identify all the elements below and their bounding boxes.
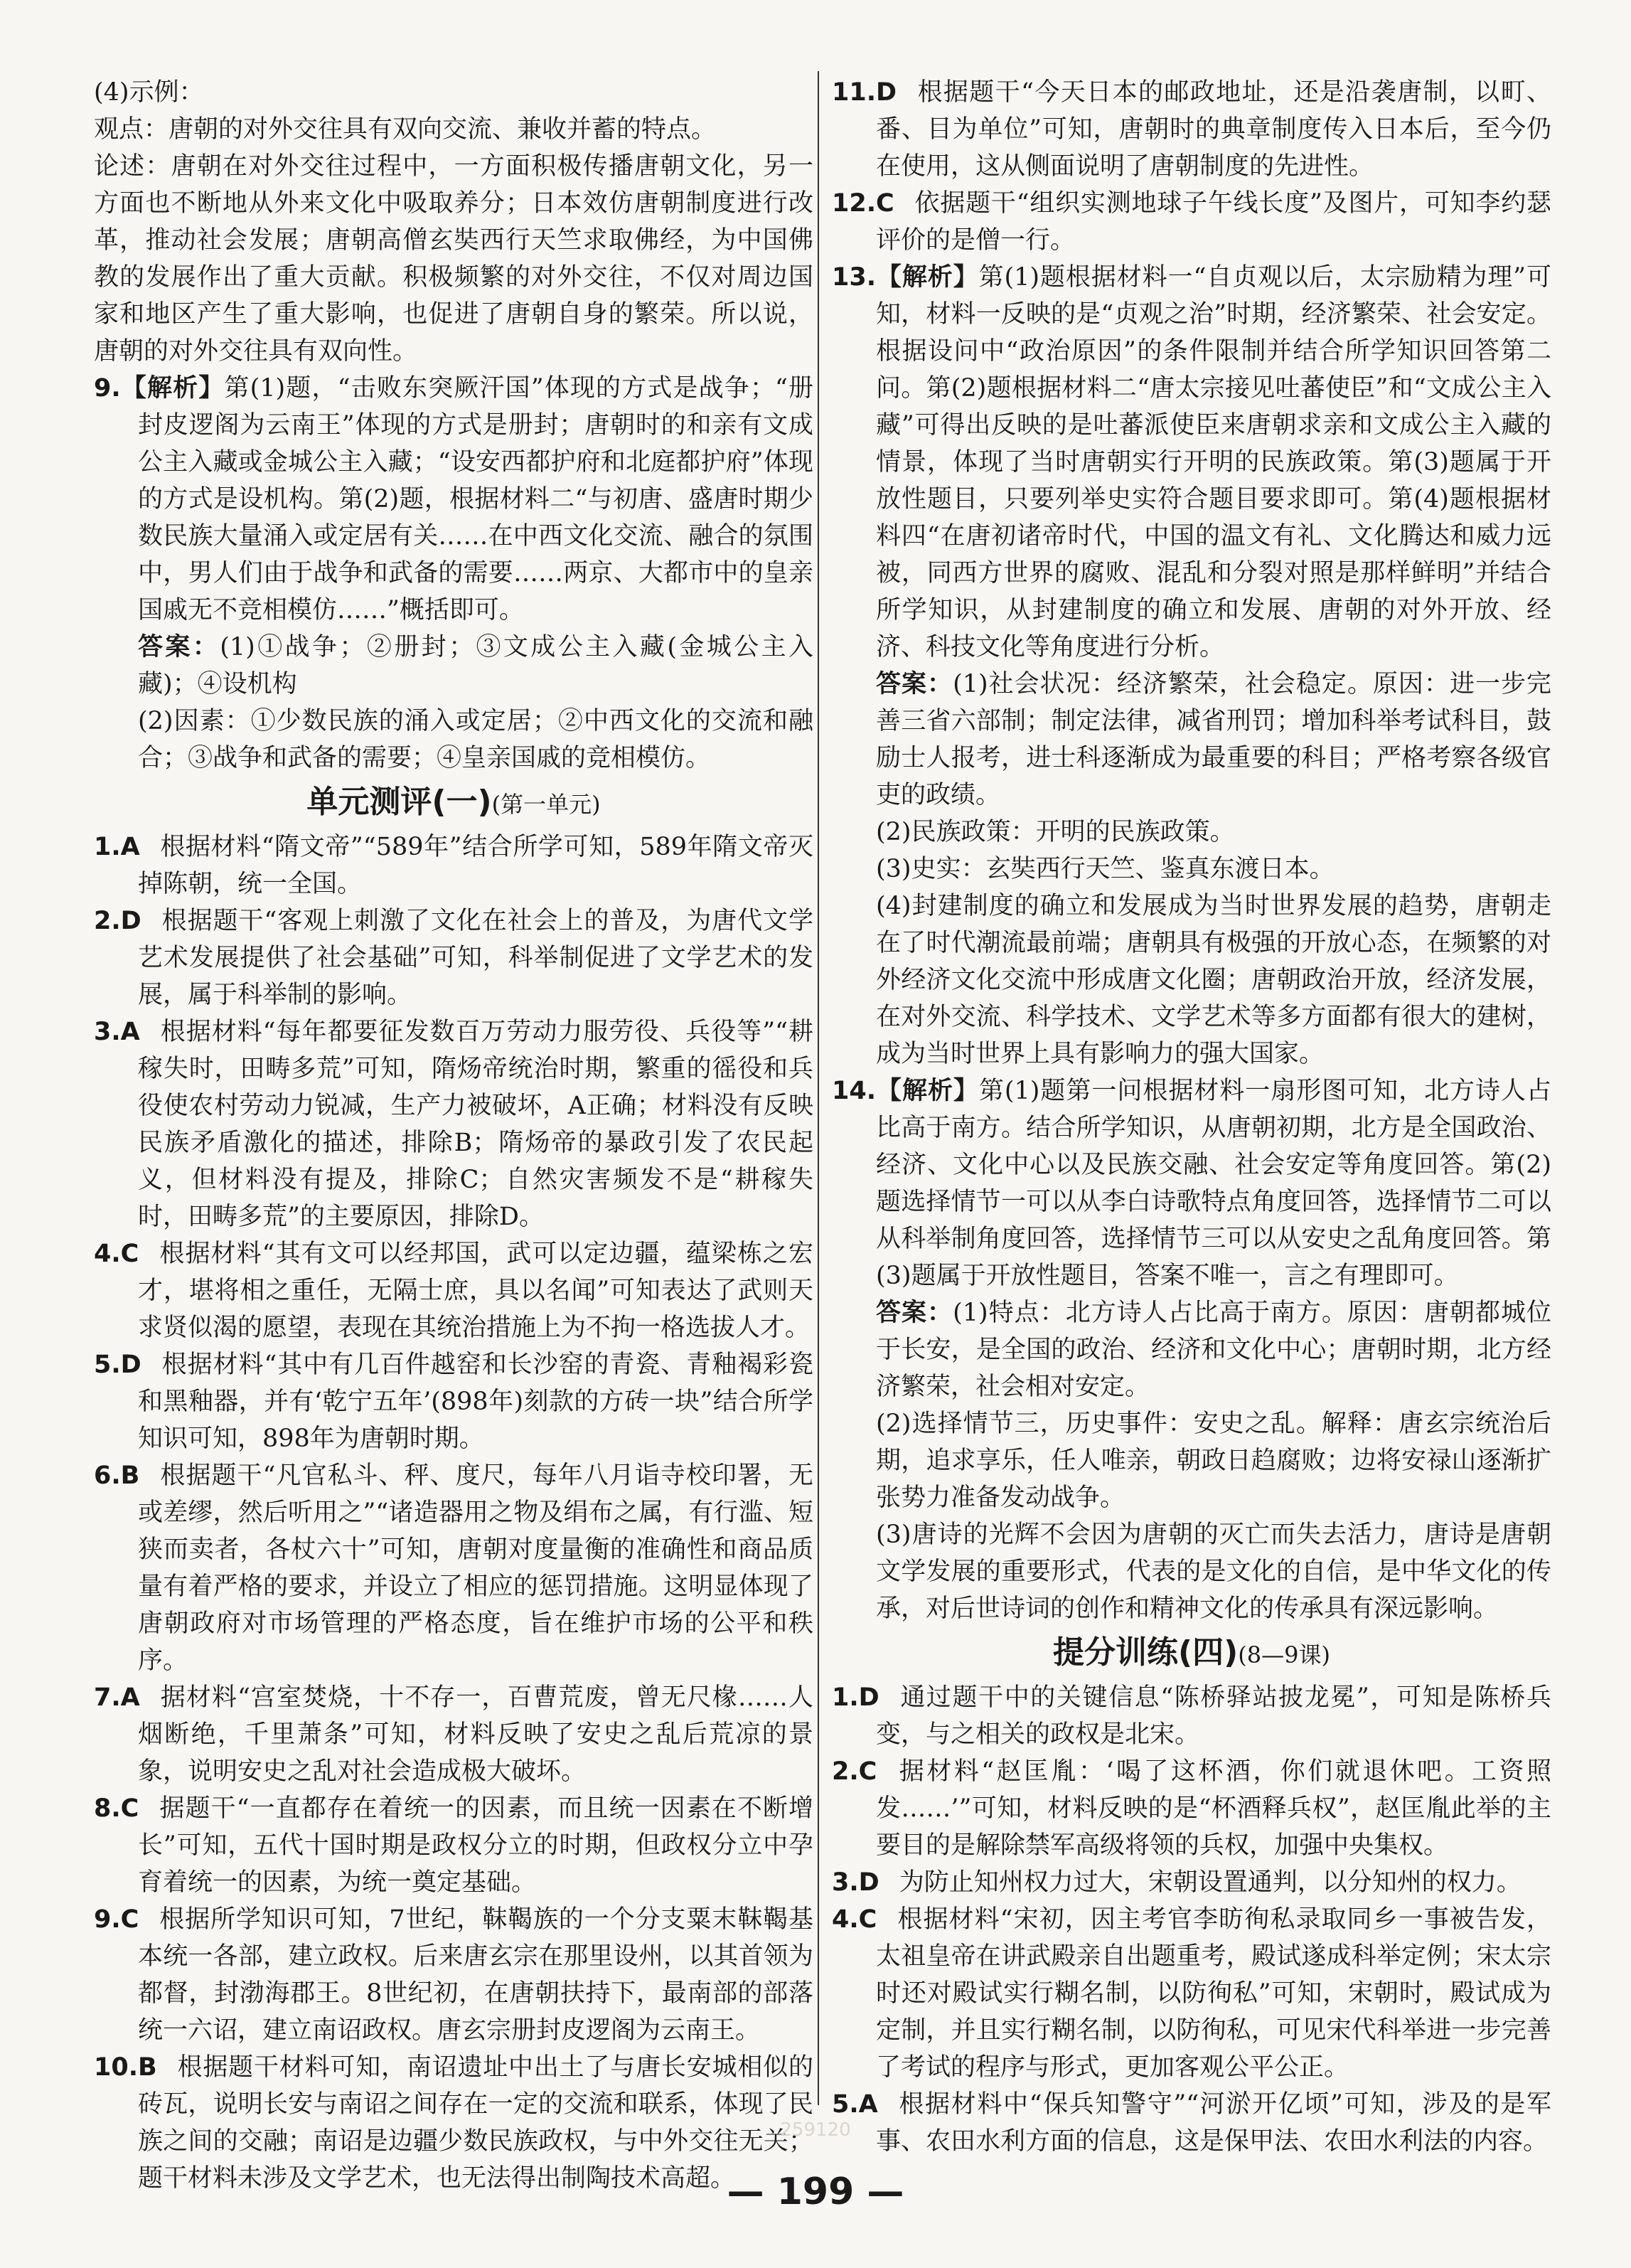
- item-answer: C: [858, 1757, 877, 1786]
- list-item: [832, 1864, 1551, 1901]
- section-title-text: 提分训练(四): [1053, 1634, 1239, 1671]
- item-number: 7.: [94, 1683, 121, 1712]
- item-text: 据材料“宫室焚烧，十不存一，百曹荒废，曾无尺椽……人烟断绝，千里萧条”可知，材料反映了安史之乱后荒凉的景象，说明安史之乱对社会造成极大破坏。: [138, 1683, 813, 1786]
- list-item: [94, 1901, 813, 2049]
- answer-line: [832, 666, 1551, 814]
- question-9: [94, 370, 813, 629]
- item-answer: C: [120, 1240, 139, 1268]
- list-item: [94, 1457, 813, 1679]
- item-text: 根据材料“宋初，因主考官李昉徇私录取同乡一事被告发，太祖皇帝在讲武殿亲自出题重考，殿试遂成科举定例；宋太宗时还对殿试实行糊名制，以防徇私”可知，宋朝时，殿试成为定制，并且实行糊名制，以防徇私，可见宋代科举进一步完善了考试的程序与形式，更加客观公平公正。: [876, 1905, 1551, 2082]
- list-item: [94, 903, 813, 1013]
- list-item: [832, 74, 1551, 185]
- item-answer: D: [876, 78, 897, 107]
- item-text: 根据题干“客观上刺激了文化在社会上的普及，为唐代文学艺术发展提供了社会基础”可知，科举制促进了文学艺术的发展，属于科举制的影响。: [138, 907, 813, 1009]
- section-subtitle: (第一单元): [491, 791, 601, 818]
- answer-line: (2)因素：①少数民族的涌入或定居；②中西文化的交流和融合；③战争和武备的需要；④皇亲国戚的竞相模仿。: [138, 707, 813, 772]
- item-text: 根据题干“凡官私斗、秤、度尺，每年八月诣寺校印署，无或差缪，然后听用之”“诸造器用之物及绢布之属，有行滥、短狭而卖者，各杖六十”可知，唐朝对度量衡的准确性和商品质量有着严格的要求，并设立了相应的惩罚措施。这明显体现了唐朝政府对市场管理的严格态度，旨在维护市场的公平和秩序。: [138, 1462, 813, 1675]
- analysis-tag: 【解析】: [876, 1077, 979, 1105]
- item-answer: B: [120, 1462, 140, 1490]
- left-column: [94, 74, 813, 2197]
- item-answer: A: [120, 1683, 140, 1712]
- item-text: 根据题干材料可知，南诏遗址中出土了与唐长安城相似的砖瓦，说明长安与南诏之间存在一定的交流和联系，体现了民族之间的交融；南诏是边疆少数民族政权，与中外交往无关；题干材料未涉及文学艺术，也无法得出制陶技术高超。: [138, 2053, 813, 2193]
- item-text: 依据题干“组织实测地球子午线长度”及图片，可知李约瑟评价的是僧一行。: [876, 189, 1551, 255]
- answer-label: 答案：: [138, 633, 220, 661]
- analysis-text: 第(1)题根据材料一“自贞观以后，太宗励精为理”可知，材料一反映的是“贞观之治”时期，经济繁荣、社会安定。根据设问中“政治原因”的条件限制并结合所学知识回答第二问。第(2)题根据材料二“唐太宗接见吐蕃使臣”和“文成公主入藏”可得出反映的是吐蕃派使臣来唐朝求亲和文成公主入藏的情景，体现了当时唐朝实行开明的民族政策。第(3)题属于开放性题目，只要列举史实符合题目要求即可。第(4)题根据材料四“在唐初诸帝时代，中国的温文有礼、文化腾达和威力远被，同西方世界的腐败、混乱和分裂对照是那样鲜明”并结合所学知识，从封建制度的确立和发展、唐朝的对外开放、经济、科技文化等角度进行分析。: [876, 263, 1551, 661]
- item-answer: C: [120, 1905, 139, 1934]
- item-text: 根据所学知识可知，7世纪，靺鞨族的一个分支粟末靺鞨基本统一各部，建立政权。后来唐玄宗在那里设州，以其首领为都督，封渤海郡王。8世纪初，在唐朝扶持下，最南部的部落统一六诏，建立南诏政权。唐玄宗册封皮逻阁为云南王。: [138, 1905, 813, 2045]
- list-item: [94, 829, 813, 903]
- item-number: 12.: [832, 189, 877, 218]
- answer-line: [94, 629, 813, 703]
- item-text: 根据材料“其中有几百件越窑和长沙窑的青瓷、青釉褐彩瓷和黑釉器，并有‘乾宁五年’(898年)刻款的方砖一块”结合所学知识可知，898年为唐朝时期。: [138, 1351, 813, 1453]
- list-item: [832, 185, 1551, 259]
- item-text: 据题干“一直都存在着统一的因素，而且统一因素在不断增长”可知，五代十国时期是政权分立的时期，但政权分立中孕育着统一的因素，为统一奠定基础。: [138, 1794, 813, 1897]
- item-answer: B: [138, 2053, 157, 2082]
- item-text: 通过题干中的关键信息“陈桥驿站披龙冕”，可知是陈桥兵变，与之相关的政权是北宋。: [876, 1683, 1551, 1749]
- item-text: 根据材料“其有文可以经邦国，武可以定边疆，蕴梁栋之宏才，堪将相之重任，无隔士庶，具以名闻”可知表达了武则天求贤似渴的愿望，表现在其统治措施上为不拘一格选拔人才。: [138, 1240, 813, 1342]
- item-answer: A: [120, 1018, 140, 1046]
- item-number: 4.: [94, 1240, 121, 1268]
- analysis-tag: 【解析】: [876, 263, 979, 292]
- item-number: 11.: [832, 78, 877, 107]
- list-item: [94, 1790, 813, 1901]
- intro-line: 论述：唐朝在对外交往过程中，一方面积极传播唐朝文化，另一方面也不断地从外来文化中吸取养分；日本效仿唐朝制度进行改革，推动社会发展；唐朝高僧玄奘西行天竺求取佛经，为中国佛教的发展作出了重大贡献。积极频繁的对外交往，不仅对周边国家和地区产生了重大影响，也促进了唐朝自身的繁荣。所以说，唐朝的对外交往具有双向性。: [94, 152, 813, 366]
- item-number: 2.: [94, 907, 121, 935]
- list-item: [94, 1679, 813, 1790]
- right-column: [832, 74, 1551, 2160]
- item-number: 1.: [94, 833, 121, 861]
- item-number: 8.: [94, 1794, 121, 1823]
- item-number: 3.: [832, 1868, 859, 1897]
- item-number: 10.: [94, 2053, 139, 2082]
- list-item: [94, 1013, 813, 1235]
- question-14: [832, 1072, 1551, 1294]
- column-divider: [818, 71, 819, 2105]
- answer-text: (1)①战争；②册封；③文成公主入藏(金城公主入藏)；④设机构: [138, 633, 813, 698]
- analysis-text: 第(1)题第一问根据材料一扇形图可知，北方诗人占比高于南方。结合所学知识，从唐朝初期，北方是全国政治、经济、文化中心以及民族交融、社会安定等角度回答。第(2)题选择情节一可以从李白诗歌特点角度回答，选择情节二可以从科举制角度回答，选择情节三可以从安史之乱角度回答。第(3)题属于开放性题目，答案不唯一，言之有理即可。: [876, 1077, 1551, 1290]
- intro-line: 观点：唐朝的对外交往具有双向交流、兼收并蓄的特点。: [94, 115, 717, 144]
- answer-line: (3)唐诗的光辉不会因为唐朝的灭亡而失去活力，唐诗是唐朝文学发展的重要形式，代表的是文化的自信，是中华文化的传承，对后世诗词的创作和精神文化的传承具有深远影响。: [876, 1521, 1551, 1623]
- analysis-text: 第(1)题，“击败东突厥汗国”体现的方式是战争；“册封皮逻阁为云南王”体现的方式是册封；唐朝时的和亲有文成公主入藏或金城公主入藏；“设安西都护府和北庭都护府”体现的方式是设机构。第(2)题，根据材料二“与初唐、盛唐时期少数民族大量涌入或定居有关……在中西文化交流、融合的氛围中，男人们由于战争和武备的需要……两京、大都市中的皇亲国戚无不竞相模仿……”概括即可。: [138, 374, 813, 624]
- item-text: 根据材料“每年都要征发数百万劳动力服劳役、兵役等”“耕稼失时，田畴多荒”可知，隋炀帝统治时期，繁重的徭役和兵役使农村劳动力锐减，生产力被破坏，A正确；材料没有反映民族矛盾激化的描述，排除B；隋炀帝的暴政引发了农民起义，但材料没有提及，排除C；自然灾害频发不是“耕稼失时，田畴多荒”的主要原因，排除D。: [138, 1018, 813, 1231]
- answer-line: (3)史实：玄奘西行天竺、鉴真东渡日本。: [876, 855, 1335, 883]
- item-number: 4.: [832, 1905, 859, 1934]
- item-text: 据材料“赵匡胤：‘喝了这杯酒，你们就退休吧。工资照发……’”可知，材料反映的是“杯酒释兵权”，赵匡胤此举的主要目的是解除禁军高级将领的兵权，加强中央集权。: [876, 1757, 1551, 1860]
- analysis-tag: 【解析】: [120, 374, 225, 403]
- item-answer: D: [120, 1351, 141, 1379]
- intro-line: (4)示例：: [94, 78, 204, 107]
- page-number: — 199 —: [727, 2171, 904, 2213]
- answer-text: (1)社会状况：经济繁荣，社会稳定。原因：进一步完善三省六部制；制定法律，减省刑罚；增加科举考试科目，鼓励士人报考，进士科逐渐成为最重要的科目；严格考察各级官吏的政绩。: [876, 670, 1551, 809]
- item-text: 根据题干“今天日本的邮政地址，还是沿袭唐制，以町、番、目为单位”可知，唐朝时的典章制度传入日本后，至今仍在使用，这从侧面说明了唐朝制度的先进性。: [876, 78, 1551, 181]
- answer-text: (1)特点：北方诗人占比高于南方。原因：唐朝都城位于长安，是全国的政治、经济和文化中心；唐朝时期，北方经济繁荣，社会相对安定。: [876, 1299, 1551, 1401]
- list-item: [832, 1901, 1551, 2086]
- item-number: 9.: [94, 1905, 121, 1934]
- item-number: 6.: [94, 1462, 121, 1490]
- item-number: 1.: [832, 1683, 859, 1712]
- question-number: 9.: [94, 374, 121, 403]
- question-13: [832, 259, 1551, 666]
- item-answer: C: [876, 189, 894, 218]
- item-answer: D: [120, 907, 141, 935]
- print-code: 259120: [780, 2119, 851, 2141]
- answer-line: [832, 1294, 1551, 1405]
- section-title-practice: [832, 1630, 1551, 1678]
- list-item: [94, 1346, 813, 1457]
- answer-line: (2)民族政策：开明的民族政策。: [876, 818, 1235, 846]
- item-number: 3.: [94, 1018, 121, 1046]
- item-answer: A: [120, 833, 140, 861]
- list-item: [94, 1235, 813, 1346]
- section-title-unit-test: [94, 779, 813, 827]
- item-text: 根据材料中“保兵知警守”“河淤开亿顷”可知，涉及的是军事、农田水利方面的信息，这是保甲法、农田水利法的内容。: [876, 2090, 1551, 2156]
- item-answer: D: [858, 1683, 879, 1712]
- item-text: 根据材料“隋文帝”“589年”结合所学可知，589年隋文帝灭掉陈朝，统一全国。: [138, 833, 813, 898]
- question-number: 14.: [832, 1077, 877, 1105]
- item-answer: C: [858, 1905, 877, 1934]
- section-subtitle: (8—9课): [1238, 1641, 1330, 1668]
- item-answer: D: [858, 1868, 879, 1897]
- item-text: 为防止知州权力过大，宋朝设置通判，以分知州的权力。: [899, 1868, 1522, 1897]
- answer-label: 答案：: [876, 1299, 953, 1327]
- item-number: 5.: [832, 2090, 859, 2119]
- item-number: 2.: [832, 1757, 859, 1786]
- answer-line: (4)封建制度的确立和发展成为当时世界发展的趋势，唐朝走在了时代潮流最前端；唐朝具有极强的开放心态，在频繁的对外经济文化交流中形成唐文化圈；唐朝政治开放，经济发展，在对外交流、科学技术、文学艺术等多方面都有很大的建树，成为当时世界上具有影响力的强大国家。: [876, 892, 1551, 1068]
- question-number: 13.: [832, 263, 877, 292]
- item-answer: C: [120, 1794, 139, 1823]
- answer-label: 答案：: [876, 670, 953, 698]
- item-answer: A: [858, 2090, 878, 2119]
- answer-line: (2)选择情节三，历史事件：安史之乱。解释：唐玄宗统治后期，追求享乐，任人唯亲，朝政日趋腐败；边将安禄山逐渐扩张势力准备发动战争。: [876, 1410, 1551, 1512]
- section-title-text: 单元测评(一): [306, 784, 492, 820]
- list-item: [832, 1679, 1551, 1753]
- item-number: 5.: [94, 1351, 121, 1379]
- list-item: [832, 1753, 1551, 1864]
